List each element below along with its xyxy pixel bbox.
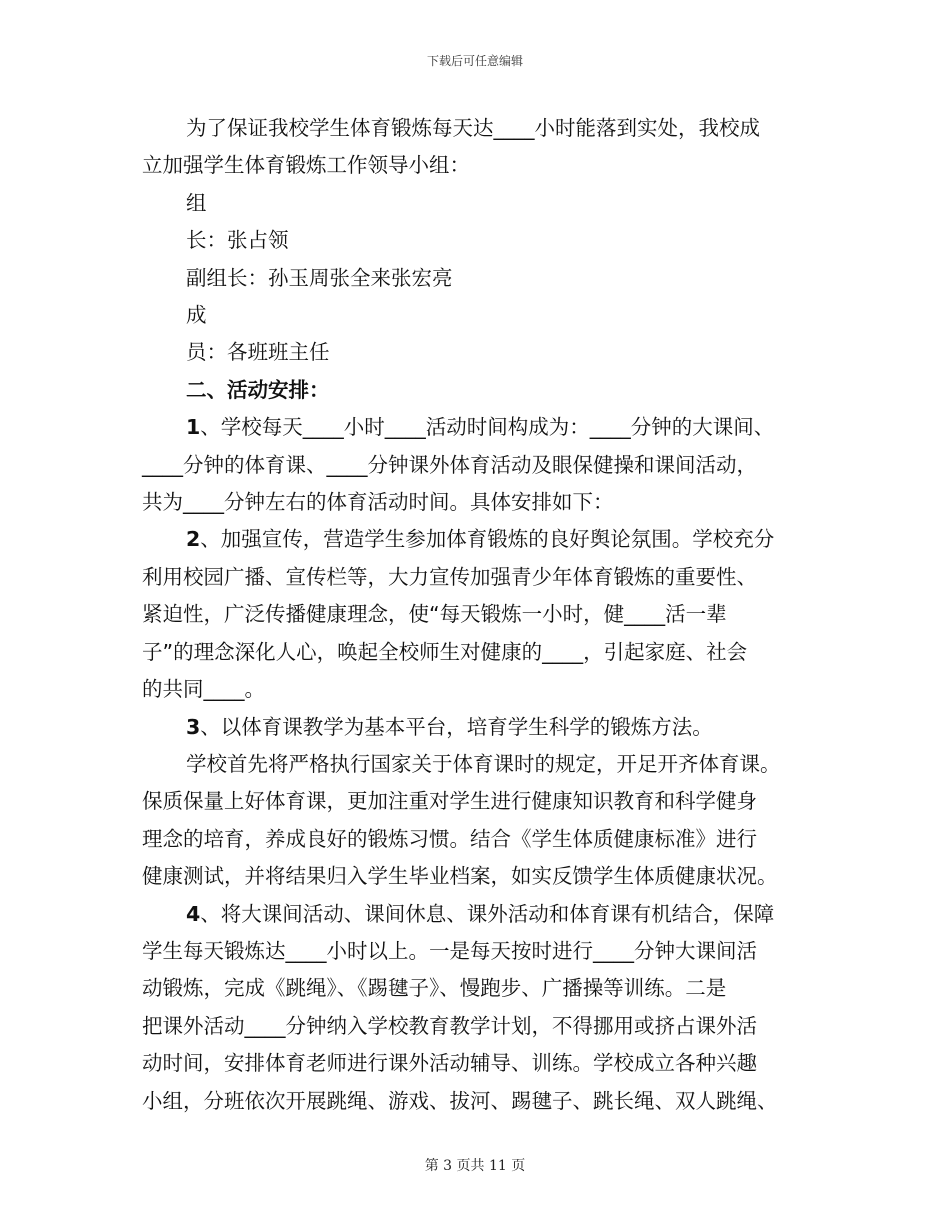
text-line: 把课外活动____分钟纳入学校教育教学计划，不得挪用或挤占课外活 <box>142 1013 757 1038</box>
page-header: 下载后可任意编辑 <box>426 54 523 68</box>
text-line: 子”的理念深化人心，唤起全校师生对健康的____，引起家庭、社会 <box>142 639 748 664</box>
line-text: 、加强宣传，营造学生参加体育锻炼的良好舆论氛围。学校充分 <box>200 527 775 552</box>
text-line <box>142 896 812 933</box>
text-line: 紧迫性，广泛传播健康理念，使“每天锻炼一小时，健____活一辈 <box>142 602 727 627</box>
text-line: 共为____分钟左右的体育活动时间。具体安排如下： <box>142 490 614 515</box>
text-line: 组 <box>186 190 207 215</box>
text-line <box>142 709 812 746</box>
text-line: 小组，分班依次开展跳绳、游戏、拔河、踢毽子、跳长绳、双人跳绳、 <box>142 1088 778 1113</box>
text-line: 理念的培育，养成良好的锻炼习惯。结合《学生体质健康标准》进行 <box>142 826 757 851</box>
text-line: ____分钟的体育课、____分钟课外体育活动及眼保健操和课间活动， <box>142 452 757 477</box>
list-number: 2 <box>186 527 201 552</box>
text-line: 立加强学生体育锻炼工作领导小组： <box>142 153 470 178</box>
line-text: 、学校每天____小时____活动时间构成为：____分钟的大课间、 <box>200 415 775 440</box>
text-line: 的共同____。 <box>142 677 265 702</box>
text-line: 保质保量上好体育课，更加注重对学生进行健康知识教育和科学健身 <box>142 789 757 814</box>
text-line: 副组长：孙玉周张全来张宏亮 <box>186 265 453 290</box>
list-number: 4 <box>186 901 201 926</box>
text-line <box>142 409 812 446</box>
text-line: 为了保证我校学生体育锻炼每天达____小时能落到实处，我校成 <box>186 116 760 140</box>
text-line: 成 <box>186 303 207 328</box>
text-line <box>142 521 812 558</box>
text-line: 员：各班班主任 <box>186 340 330 365</box>
text-line: 二、活动安排： <box>186 377 330 402</box>
text-line: 健康测试，并将结果归入学生毕业档案，如实反馈学生体质健康状况。 <box>142 864 778 889</box>
line-text: 、以体育课教学为基本平台，培育学生科学的锻炼方法。 <box>200 714 713 739</box>
document-body <box>142 110 812 1120</box>
list-number: 1 <box>186 415 201 440</box>
page-footer: 第 3 页共 11 页 <box>424 1158 526 1174</box>
list-number: 3 <box>186 714 201 739</box>
text-line: 长：张占领 <box>186 228 289 253</box>
text-line: 利用校园广播、宣传栏等，大力宣传加强青少年体育锻炼的重要性、 <box>142 564 757 589</box>
text-line: 学生每天锻炼达____小时以上。一是每天按时进行____分钟大课间活 <box>142 938 757 963</box>
text-line: 学校首先将严格执行国家关于体育课时的规定，开足开齐体育课。 <box>186 751 781 776</box>
text-line: 动锻炼，完成《跳绳》、《踢毽子》、慢跑步、广播操等训练。二是 <box>142 976 727 1001</box>
line-text: 、将大课间活动、课间休息、课外活动和体育课有机结合，保障 <box>200 901 775 926</box>
text-line: 动时间，安排体育老师进行课外活动辅导、训练。学校成立各种兴趣 <box>142 1051 757 1076</box>
